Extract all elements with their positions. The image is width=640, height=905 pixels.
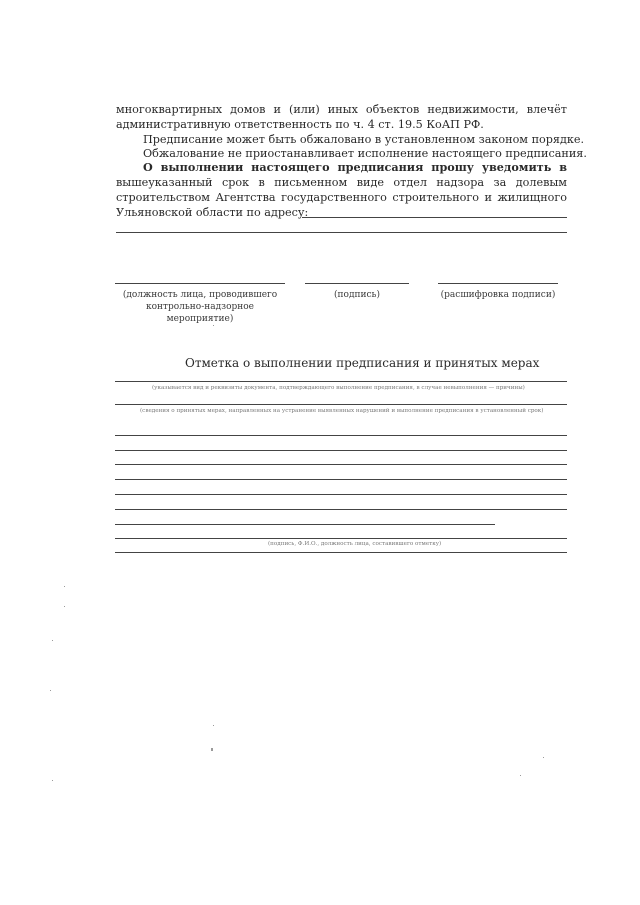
exec-line-2 <box>115 404 567 405</box>
exec-note-1: (указывается вид и реквизиты документа, подтверждающего выполнение предписания, в случае невыполнения — причины) <box>152 385 525 391</box>
scan-speck <box>211 748 213 751</box>
name-caption: (расшифровка подписи) <box>440 290 556 300</box>
signature-line <box>305 283 409 284</box>
address-line-1 <box>302 217 567 218</box>
exec-line-5 <box>115 464 567 465</box>
exec-line-11 <box>115 552 567 553</box>
exec-line-3 <box>115 435 567 436</box>
scan-speck <box>213 325 214 326</box>
exec-line-4 <box>115 450 567 451</box>
scan-speck <box>52 780 53 781</box>
exec-note-3: (подпись, Ф.И.О., должность лица, составившего отметку) <box>268 541 442 547</box>
address-line-2 <box>116 232 567 233</box>
position-line <box>115 283 285 284</box>
para4-line4: Ульяновской области по адресу: <box>116 206 309 219</box>
scan-speck <box>64 606 65 607</box>
para2: Предписание может быть обжаловано в установленном законом порядке. <box>143 133 585 146</box>
scan-speck <box>52 640 53 641</box>
exec-line-9 <box>115 524 495 525</box>
name-line <box>438 283 558 284</box>
scan-speck <box>520 775 521 776</box>
para4-line3: строительством Агентства государственного строительного и жилищного <box>116 191 567 204</box>
scan-speck <box>50 690 51 691</box>
para1-line2: административную ответственность по ч. 4 ст. 19.5 КоАП РФ. <box>116 118 484 131</box>
exec-note-2: (сведения о принятых мерах, направленных на устранение выявленных нарушений и выполнение предписания в установленный срок) <box>140 408 544 414</box>
scan-speck <box>213 725 214 726</box>
scan-speck <box>64 586 65 587</box>
para1-line1: многоквартирных домов и (или) иных объектов недвижимости, влечёт <box>116 103 567 116</box>
para4-line2: вышеуказанный срок в письменном виде отдел надзора за долевым <box>116 176 567 189</box>
para4-line1: О выполнении настоящего предписания прошу уведомить в <box>143 160 567 174</box>
exec-line-7 <box>115 494 567 495</box>
para3: Обжалование не приостанавливает исполнение настоящего предписания. <box>143 147 587 160</box>
exec-line-10 <box>115 538 567 539</box>
exec-line-8 <box>115 509 567 510</box>
position-caption: (должность лица, проводившего контрольно-надзорное мероприятие) <box>122 290 278 324</box>
scan-speck <box>543 757 544 758</box>
exec-line-1 <box>115 381 567 382</box>
signature-caption: (подпись) <box>334 290 380 300</box>
exec-line-6 <box>115 479 567 480</box>
execution-heading: Отметка о выполнении предписания и принятых мерах <box>185 356 540 370</box>
